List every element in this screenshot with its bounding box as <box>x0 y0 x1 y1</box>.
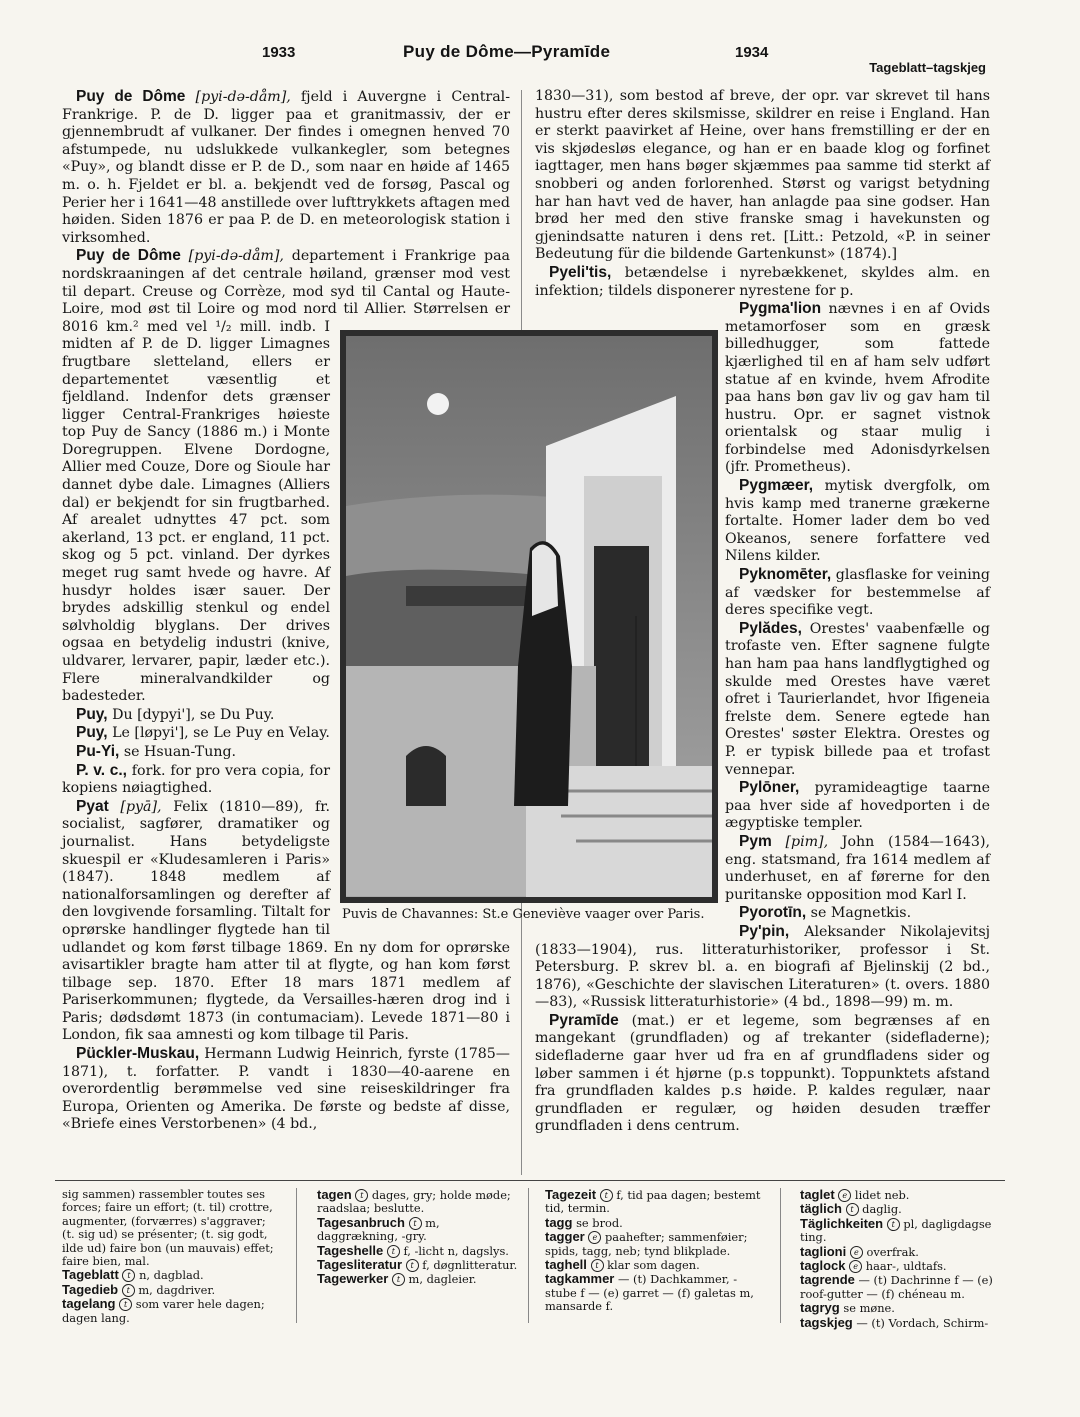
glossary-entry: Tagesliteratur t f, døgnlitteratur. <box>317 1257 518 1273</box>
glossary-entry: tagskjeg — (t) Vordach, Schirm- <box>800 1314 989 1330</box>
entry: Puy, Le [løpyi'], se Le Puy en Velay. <box>76 724 330 742</box>
entry: Pückler-Muskau, Hermann Ludwig Heinrich, fyrste (1785—1871), t. forfatter. P. vandt i 1830—40-aarene en overordentlig berømmelse ved sine reiseskildringer fra Europa, Orienten og Amerika. De første og bedste af disse, «Briefe eines Verstorbenen» (4 bd., <box>62 1045 510 1133</box>
glossary-column-2 <box>317 1188 520 1287</box>
glossary-entry: taglock e haar-, uldtafs. <box>800 1258 947 1274</box>
glossary-entry: täglich t daglig. <box>800 1201 902 1217</box>
guide-words: Tageblatt–tagskjeg <box>869 60 986 75</box>
headword: Puy de Dôme <box>76 247 181 265</box>
entry: Pu-Yi, se Hsuan-Tung. <box>76 742 237 760</box>
glossary-column-3 <box>545 1188 763 1314</box>
moon-icon <box>427 393 449 415</box>
glossary-entry: Tageshelle t f, -licht n, dagslys. <box>317 1242 509 1258</box>
glossary-entry: taglet e lidet neb. <box>800 1187 910 1202</box>
entry: Pym [pim], John (1584—1643), eng. statsmand, fra 1614 medlem af underhuset, en af førerne for den puritanske opposition mod Karl I. <box>725 832 990 903</box>
entry-continuation: 1830—31), som bestod af breve, der opr. var skrevet til hans hustru efter deres skilsmisse, skildrer en reise i England. Han er sterkt paavirket af Heine, over hans fremstilling er der en vis skjødesløs elegance, og han er en baade klog og forfinet iagttager, men hans bøger skjæmmes paa samme tid sterkt af snobberi og anden forlorenhed. Størst og varigst betydning har han havt ved de haver, han anlagde paa sine godser. Han brød her med den stive franske smag i havekunsten og gjenindsatte naturen i dens ret. [Litt.: Petzold, «P. in seiner Bedeutung für die bildende Gartenkunst» (1874).] <box>535 88 990 263</box>
headword: Pyknomēter, <box>739 566 832 584</box>
glossary-separator <box>528 1188 529 1323</box>
illustration-frame <box>340 330 718 903</box>
entry: Py'pin, Aleksander Nikolajevitsj (1833—1904), rus. litteraturhistoriker, professor i St. Petersburg. P. skrev bl. a. en biografi af Bjelinskij (2 bd., 1876), «Geschichte der slavischen Literaturen» (t. overs. 1880—83), «Russisk litteraturhistorie» (4 bd., 1898—99) m. m. <box>535 922 990 1011</box>
glossary-entry: Tagesanbruch t m, daggrækning, -gry. <box>317 1214 440 1244</box>
footer-rule <box>55 1180 1005 1181</box>
glossary-entry: tagryg se møne. <box>800 1300 895 1316</box>
glossary-entry: Täglichkeiten t pl, dagligdagse ting. <box>800 1215 992 1245</box>
entry: Pylōner, pyramideagtige taarne paa hver side af hovedporten i de ægyptiske templer. <box>725 779 990 832</box>
headword: Pygmæer, <box>739 477 814 495</box>
glossary-entry: sig sammen) rassembler toutes ses forces; faire un effort; (t. til) crottre, augmenter, (forværres) s'aggraver; (t. sig ud) se présenter; (t. sig godt, ilde ud) faire bon (un mauvais) effet; faire bien, mal. <box>62 1187 274 1269</box>
glossary-entry: Tagewerker t m, dagleier. <box>317 1271 477 1287</box>
page-number-right: 1934 <box>735 44 769 61</box>
painting-image <box>346 336 712 897</box>
glossary-separator <box>296 1188 297 1323</box>
glossary-entry: Tagedieb t m, dagdriver. <box>62 1281 216 1297</box>
entry: P. v. c., fork. for pro vera copia, for kopiens nøiagtighed. <box>62 761 330 797</box>
headword: Pylădes, <box>739 619 802 637</box>
headword: Pylōner, <box>739 779 800 797</box>
headword: Pym <box>739 832 772 850</box>
headword: Pygma'lion <box>739 300 822 318</box>
glossary-entry: tagelang t som varer hele dagen; dagen lang. <box>62 1296 265 1325</box>
headword: Pyat <box>76 797 109 815</box>
glossary-entry: tagen t dages, gry; holde møde; raadslaa; beslutte. <box>317 1187 511 1216</box>
glossary-entry: tagkammer — (t) Dachkammer, -stube f — (e) garret — (f) galetas m, mansarde f. <box>545 1271 754 1314</box>
painting <box>346 336 712 897</box>
entry: Pyramīde (mat.) er et legeme, som begrænses af en mangekant (grundfladen) og af trekanter (sidefladerne); sidefladerne gaar hver ud fra en af grundfladens sider og løber sammen i ét hjørne (p.s toppunkt). Toppunktets afstand fra grundfladen kaldes p.s høide. P. kaldes regulær, naar grundfladen er regulær, og høiden desuden træffer grundfladen i dens centrum. <box>535 1011 990 1135</box>
glossary-entry: Tageblatt t n, dagblad. <box>62 1267 204 1283</box>
entry: Pyeli'tis, betændelse i nyrebækkenet, skyldes alm. en infektion; tildels disponerer nyrestene for p. <box>535 263 990 299</box>
glossary-entry: tagrende — (t) Dachrinne f — (e) roof-gutter — (f) chéneau m. <box>800 1272 993 1301</box>
urn <box>406 746 446 806</box>
headword: Pyramīde <box>549 1011 619 1029</box>
headword: Pückler-Muskau, <box>76 1045 200 1063</box>
glossary-column-4 <box>800 1188 1000 1330</box>
glossary-entry: taglioni e overfrak. <box>800 1243 919 1259</box>
entry: Pylădes, Orestes' vaabenfælle og trofaste ven. Efter sagnene fulgte han ham paa hans landflygtighed og skulde med Orestes have været ofret i Taurierlandet, hvor Ifigeneia frelste dem. Senere egtede han Orestes' søster Elektra. Orestes og P. er typisk billede paa et trofast vennepar. <box>725 619 990 778</box>
page-number-left: 1933 <box>262 44 296 61</box>
headword: Puy de Dôme <box>76 88 186 105</box>
glossary-entry: tagger e paahefter; sammenføier; spids, tagg, neb; tynd blikplade. <box>545 1229 748 1258</box>
entry: Puy de Dôme [pyi-də-dåm], fjeld i Auvergne i Central-Frankrige. P. de D. ligger paa et granitmassiv, der er gjennembrudt af vulkaner. Der findes i omegnen henved 70 afstumpede, nu udslukkede vulkankegler, som betegnes «Puy», og blandt disse er P. de D., som naar en høide af 1465 m. o. h. Fjeldet er bl. a. bekjendt ved de forsøg, Pascal og Perier her i 1641—48 anstillede over lufttrykkets aftagen med høiden. Siden 1876 er paa P. de D. en meteorologisk station i virksomhed. <box>62 88 510 246</box>
glossary-separator <box>780 1188 781 1323</box>
glossary-entry: taghell t klar som dagen. <box>545 1257 700 1273</box>
entry: Pyat [pyā], Felix (1810—89), fr. socialist, sagfører, dramatiker og journalist. Hans betydeligste skuespil er «Kludesamleren i Paris» (1847). 1848 medlem af nationalforsamlingen og derefter af den lovgivende forsamling. Tiltalt for oprørske handlinger flygtede han til udlandet og kom først tilbage 1869. En ny dom for oprørske avisartikler bragte ham atter til at flygte, og han kom først tilbage sep. 1870. Efter 18 mars 1871 medlem af Pariserkommunen; flygtede, da Versailles-hæren drog ind i Paris; dødsdømt 1873 (in contumaciam). Levede 1871—80 i London, fik saa amnesti og kom tilbage til Paris. <box>62 797 510 1044</box>
glossary-column-1 <box>62 1188 280 1325</box>
entry: Puy de Dôme [pyi-də-dåm], departement i Frankrige paa nordskraaningen af det centrale høiland, grænser mod vest til depart. Creuse og Corrèze, mod syd til Cantal og Haute-Loire, mod øst til Loire og mod nord til Allier. Størrelsen er 8016 km.² med vel ¹/₂ mill. indb. I midten af P. de D. ligger Limagnes frugtbare sletteland, ellers er departementet væsentlig et fjeldland. Indenfor dets grænser ligger Central-Frankriges høieste top Puy de Sancy (1886 m.) i Monte Doregruppen. Elvene Dordogne, Allier med Couze, Dore og Sioule har dannet dybe dale. Limagnes (Alliers dal) er bekjendt for sin frugtbarhed. Af arealet udnyttes 47 pct. som akerland, 13 pct. er england, 11 pct. skog og 5 pct. vinland. Der dyrkes meget rug samt hvede og havre. Af husdyr holdes især sauer. Der brydes adskillig stenkul og endel sølvholdig blyglans. Der drives ogsaa en betydelig industri (knive, uldvarer, lervarer, papir, læder etc.). Flere mineralvandkilder og badesteder. <box>62 247 510 705</box>
glossary-entry: tagg se brod. <box>545 1214 623 1230</box>
headword: P. v. c., <box>76 761 127 779</box>
headword: Py'pin, <box>739 922 790 940</box>
headword: Pu-Yi, <box>76 742 120 760</box>
glossary-entry: Tagezeit t f, tid paa dagen; bestemt tid, termin. <box>545 1187 761 1216</box>
entry: Pygmæer, mytisk dvergfolk, om hvis kamp med tranerne grækerne fortalte. Homer lader dem bo ved Okeanos, senere forfattere ved Nilens kilder. <box>725 477 990 565</box>
entry: Pygma'lion nævnes i en af Ovids metamorfoser som en græsk billedhugger, som fattede kjærlighed til en af ham selv udført statue af en kvinde, hvem Afrodite paa hans bøn gav liv og gav ham til hustru. Opr. er sagnet vistnok orientalsk og staar mulig i forbindelse med Adonisdyrkelsen (jfr. Prometheus). <box>725 300 990 476</box>
entry: Pyorotīn, se Magnetkis. <box>739 904 912 922</box>
entry: Puy, Du [dypyi'], se Du Puy. <box>76 705 275 723</box>
illustration <box>340 330 720 930</box>
figure-caption: Puvis de Chavannes: St.e Geneviève vaager over Paris. <box>342 907 705 922</box>
running-title: Puy de Dôme—Pyramīde <box>403 42 611 61</box>
entry: Pyknomēter, glasflaske for veining af vædsker for bestemmelse af deres specifike vegt. <box>725 566 990 619</box>
headword: Puy, <box>76 705 108 723</box>
headword: Pyorotīn, <box>739 904 807 922</box>
headword: Pyeli'tis, <box>549 263 612 281</box>
page-header <box>0 44 1080 74</box>
headword: Puy, <box>76 724 108 742</box>
